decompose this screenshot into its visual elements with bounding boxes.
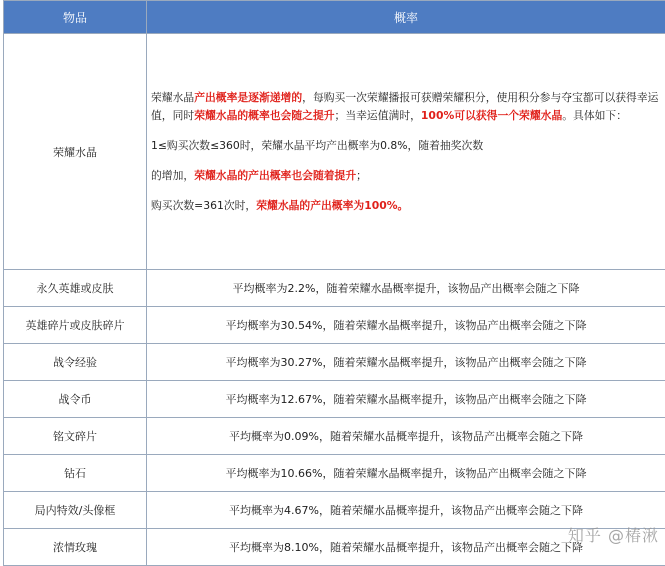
highlight-text: 100%可以获得一个荣耀水晶 [421, 109, 562, 122]
item-description: 平均概率为0.09%，随着荣耀水晶概率提升，该物品产出概率会随之下降 [147, 418, 665, 455]
item-description: 平均概率为10.66%，随着荣耀水晶概率提升，该物品产出概率会随之下降 [147, 455, 665, 492]
item-description [147, 34, 665, 270]
header-item: 物品 [4, 1, 147, 34]
table-row [4, 529, 665, 566]
item-description: 平均概率为12.67%，随着荣耀水晶概率提升，该物品产出概率会随之下降 [147, 381, 665, 418]
watermark: 知乎 @椿湫 [568, 523, 659, 546]
text: ； [356, 169, 367, 182]
text: ；当幸运值满时， [335, 109, 421, 122]
item-name: 荣耀水晶 [4, 34, 147, 270]
table-row [4, 381, 665, 418]
item-name: 局内特效/头像框 [4, 492, 147, 529]
text: 荣耀水晶 [151, 91, 194, 104]
description-paragraph [151, 197, 661, 215]
highlight-text: 荣耀水晶的产出概率也会随着提升 [194, 169, 356, 182]
highlight-text: 荣耀水晶的产出概率为100%。 [256, 199, 408, 212]
table-row [4, 344, 665, 381]
item-description: 平均概率为8.10%，随着荣耀水晶概率提升，该物品产出概率会随之下降 [147, 529, 665, 566]
table-row [4, 455, 665, 492]
item-name: 永久英雄或皮肤 [4, 270, 147, 307]
table-row [4, 418, 665, 455]
table-row [4, 34, 665, 270]
highlight-text: 产出概率是逐渐递增的 [194, 91, 302, 104]
header-probability: 概率 [147, 1, 665, 34]
text: 。具体如下： [562, 109, 627, 122]
text: 购买次数=361次时， [151, 199, 256, 212]
description-paragraph [151, 167, 661, 185]
item-name: 战令币 [4, 381, 147, 418]
text: 的增加， [151, 169, 194, 182]
item-name: 英雄碎片或皮肤碎片 [4, 307, 147, 344]
item-name: 战令经验 [4, 344, 147, 381]
item-name: 钻石 [4, 455, 147, 492]
item-description: 平均概率为4.67%，随着荣耀水晶概率提升，该物品产出概率会随之下降 [147, 492, 665, 529]
text: ，每购买一次荣耀播报可获赠荣耀积分，使用积分参与夺宝都可以获得幸运值，同时 [151, 91, 658, 122]
item-description: 平均概率为30.54%，随着荣耀水晶概率提升，该物品产出概率会随之下降 [147, 307, 665, 344]
table-row [4, 492, 665, 529]
item-description: 平均概率为30.27%，随着荣耀水晶概率提升，该物品产出概率会随之下降 [147, 344, 665, 381]
table-row [4, 270, 665, 307]
item-name: 浓情玫瑰 [4, 529, 147, 566]
description-paragraph: 1≤购买次数≤360时，荣耀水晶平均产出概率为0.8%，随着抽奖次数 [151, 137, 661, 155]
description-paragraph [151, 89, 661, 125]
table-header-row [4, 1, 665, 34]
item-description: 平均概率为2.2%，随着荣耀水晶概率提升，该物品产出概率会随之下降 [147, 270, 665, 307]
table-row [4, 307, 665, 344]
highlight-text: 荣耀水晶的概率也会随之提升 [194, 109, 334, 122]
item-name: 铭文碎片 [4, 418, 147, 455]
probability-table [3, 0, 665, 566]
